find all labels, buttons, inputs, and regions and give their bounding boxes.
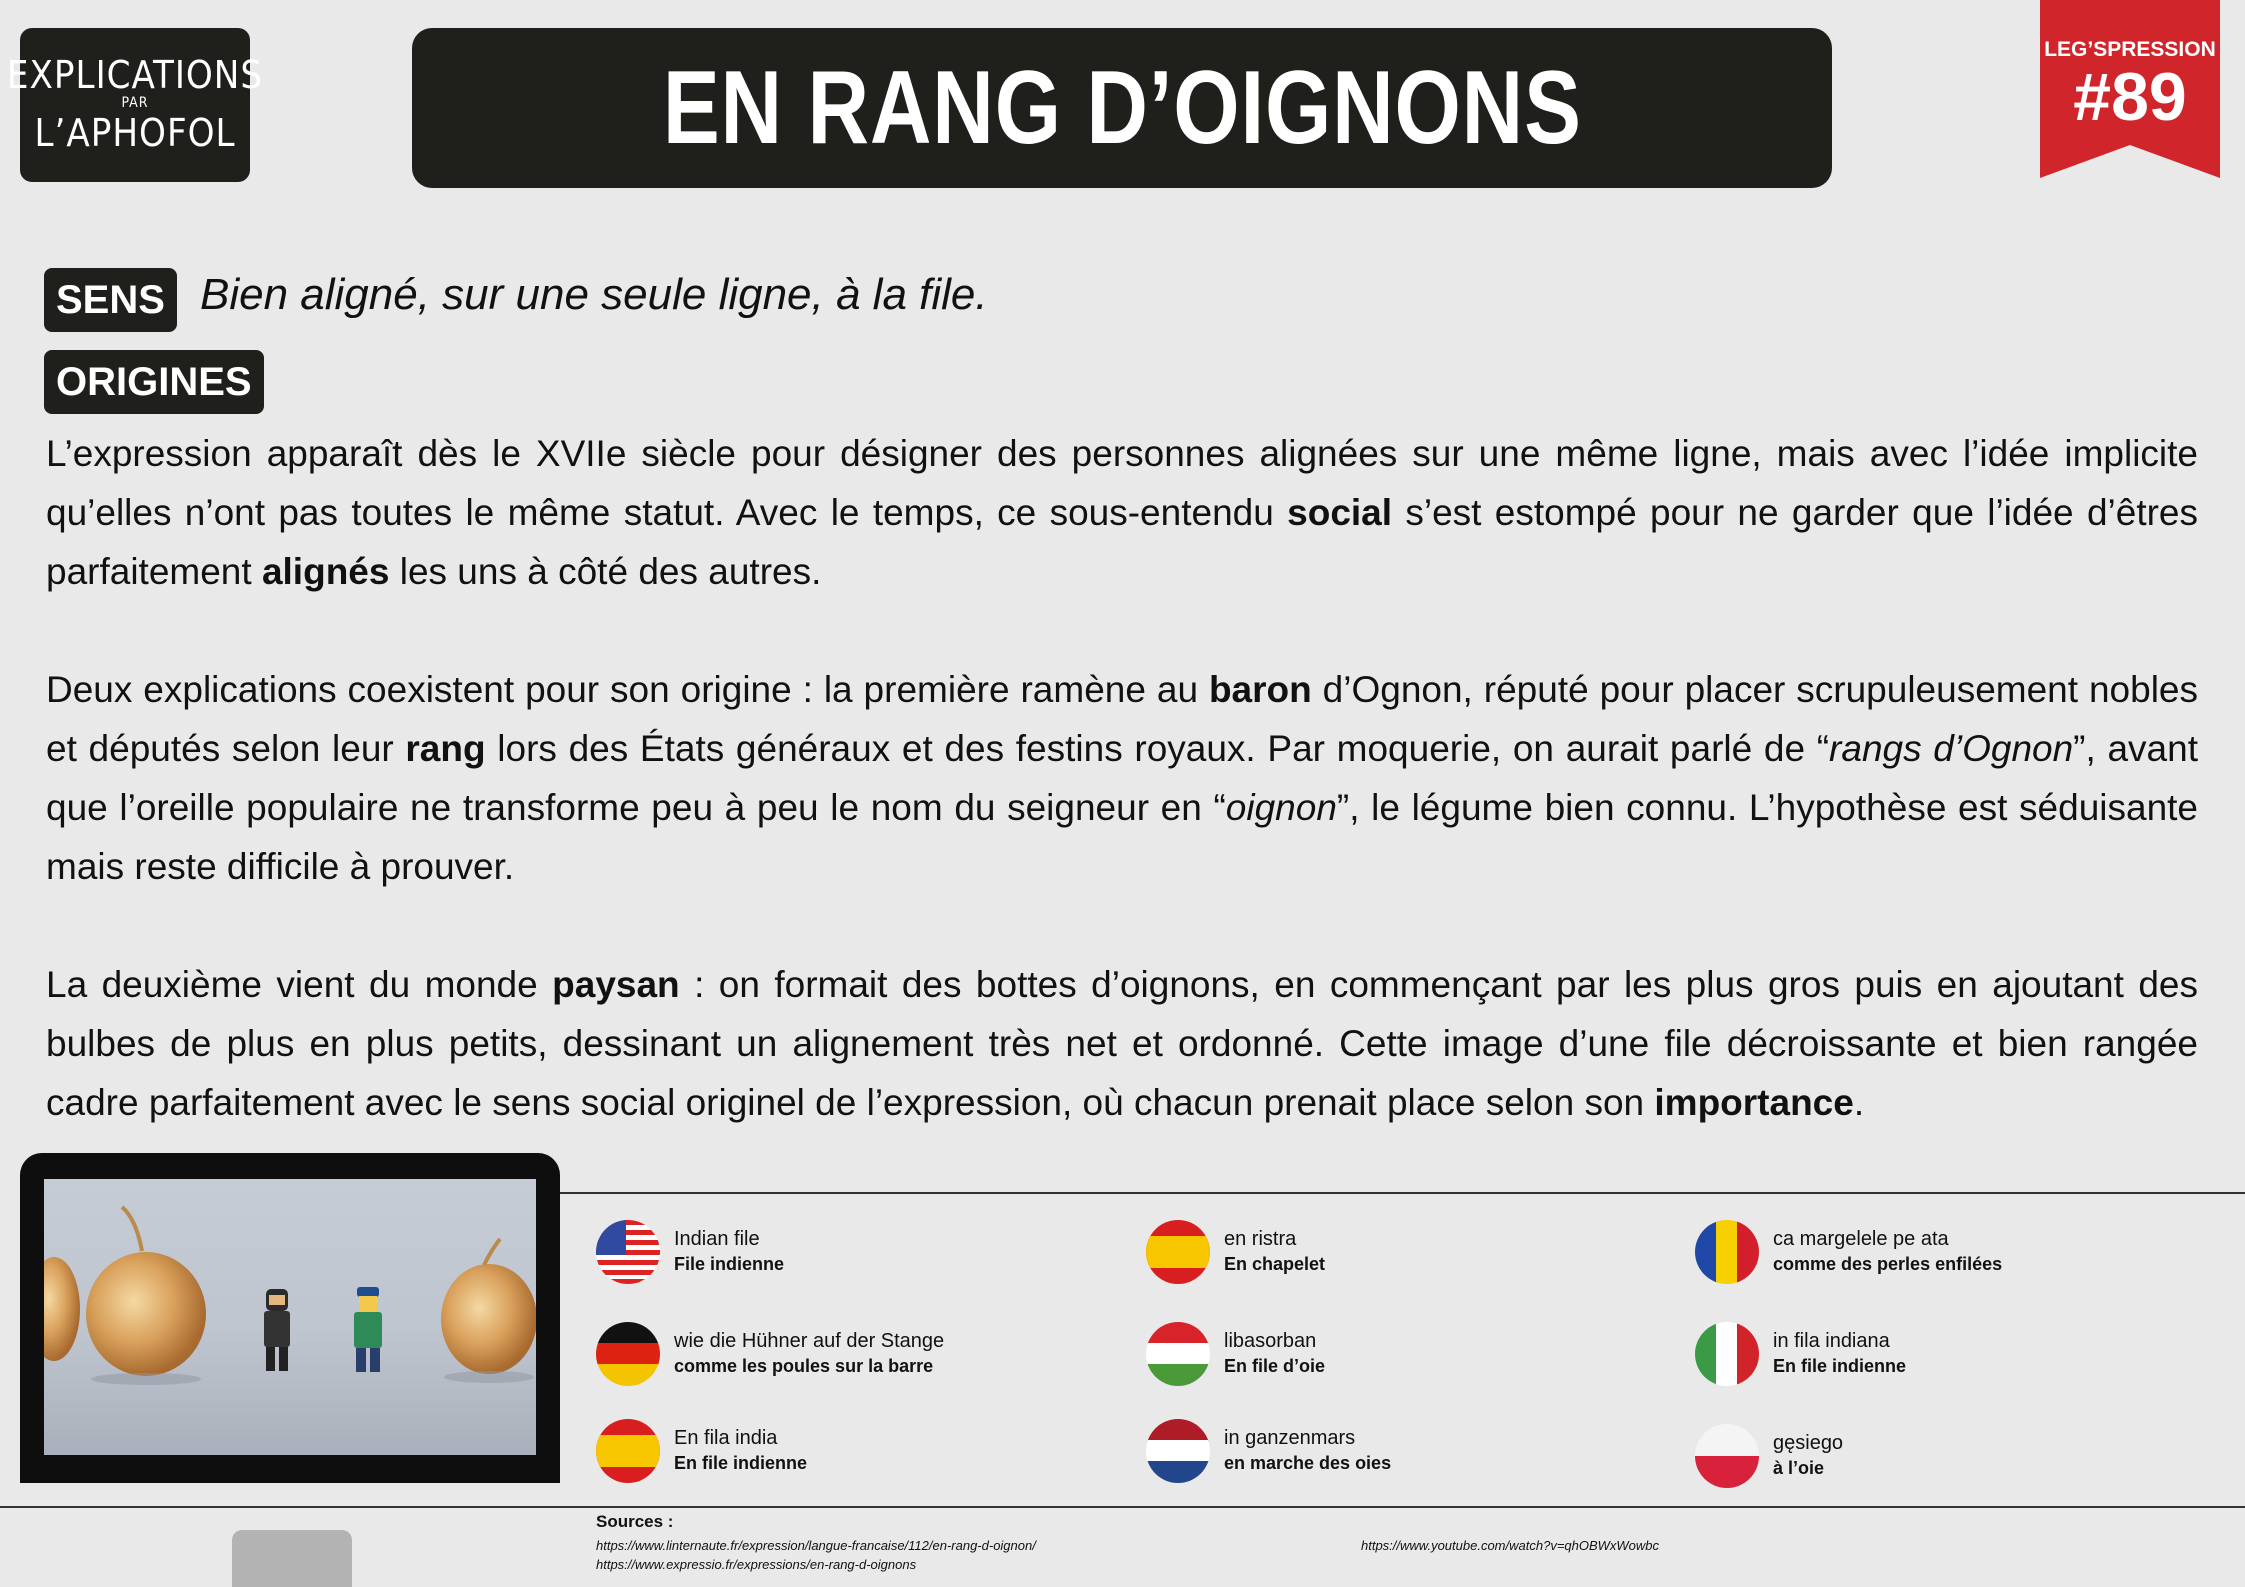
text-run: ”, le légume bien connu. L’hypothèse est séduisante mais reste difficile à prouver. <box>46 787 2198 887</box>
translation-meaning: comme des perles enfilées <box>1773 1254 2003 1274</box>
origines-paragraph-1 <box>46 424 2198 601</box>
translation-item <box>596 1220 1116 1284</box>
origines-paragraph-3 <box>46 955 2198 1132</box>
brand-line-3: L’APHOFOL <box>34 111 236 155</box>
origines-paragraph-2 <box>46 660 2198 896</box>
bold-keyword: importance <box>1654 1082 1854 1123</box>
italic-phrase: rangs d’Ognon <box>1829 728 2074 769</box>
divider-top <box>560 1192 2245 1194</box>
bold-keyword: baron <box>1208 669 1312 710</box>
ribbon-label: LEG’SPRESSION <box>2044 38 2216 61</box>
bold-keyword: paysan <box>552 964 680 1005</box>
sources-label: Sources : <box>596 1512 674 1531</box>
translation-item <box>596 1322 1116 1386</box>
sources-section <box>596 1512 673 1532</box>
translation-expression: Indian file <box>674 1228 760 1250</box>
translation-meaning: En chapelet <box>1224 1254 1326 1274</box>
text-run: : on formait des bottes d’oignons, en commençant par les plus gros puis en ajoutant des bulbes de plus en plus petits, dessinant un alignement très net et ordonné. Cette image d’une file décroissante et bien rangée cadre parfaitement avec le sens social originel de l’expression, où chacun prenait place selon son <box>46 964 2198 1123</box>
text-run: Deux explications coexistent pour son origine : la première ramène au <box>46 669 1209 710</box>
page-title: EN RANG D’OIGNONS <box>662 49 1582 166</box>
bold-keyword: rang <box>405 728 486 769</box>
usa-flag-icon <box>596 1220 660 1284</box>
poland-flag-icon <box>1695 1424 1759 1488</box>
hungary-flag-icon <box>1146 1322 1210 1386</box>
translation-expression: En fila india <box>674 1427 778 1449</box>
source-link[interactable]: https://www.linternaute.fr/expression/langue-francaise/112/en-rang-d-oignon/ <box>596 1538 1036 1553</box>
text-run: d’Ognon, réputé pour placer scrupuleusement nobles et députés selon leur <box>46 669 2198 769</box>
spain-flag-icon <box>596 1419 660 1483</box>
translation-expression: gęsiego <box>1773 1432 1844 1454</box>
text-run: ”, avant que l’oreille populaire ne transforme peu à peu le nom du seigneur en “ <box>46 728 2198 828</box>
brand-line-1: EXPLICATIONS <box>6 53 264 97</box>
spain-flag-icon <box>1146 1220 1210 1284</box>
germany-flag-icon <box>596 1322 660 1386</box>
translation-expression: libasorban <box>1224 1330 1317 1352</box>
translation-item <box>1695 1220 2215 1284</box>
translation-expression: ca margelele pe ata <box>1773 1228 1949 1250</box>
bold-keyword: social <box>1287 492 1393 533</box>
monitor-frame <box>20 1153 560 1483</box>
translation-meaning: En file indienne <box>674 1453 808 1473</box>
translation-expression: wie die Hühner auf der Stange <box>674 1330 945 1352</box>
sens-text: Bien aligné, sur une seule ligne, à la file. <box>200 270 988 319</box>
source-link[interactable]: https://www.expressio.fr/expressions/en-rang-d-oignons <box>596 1557 917 1572</box>
onion-photo <box>44 1179 536 1455</box>
source-link[interactable]: https://www.youtube.com/watch?v=qhOBWxWowbc <box>1361 1538 1660 1553</box>
translation-meaning: File indienne <box>674 1254 785 1274</box>
brand-line-2: PAR <box>121 95 149 111</box>
translation-item <box>1146 1322 1666 1386</box>
translation-meaning: En file d’oie <box>1224 1356 1326 1376</box>
text-run: . <box>1853 1082 1865 1123</box>
romania-flag-icon <box>1695 1220 1759 1284</box>
translation-item <box>1695 1322 2215 1386</box>
netherlands-flag-icon <box>1146 1419 1210 1483</box>
episode-ribbon <box>2040 0 2220 188</box>
brand-logo <box>6 28 264 182</box>
italic-phrase: oignon <box>1225 787 1337 828</box>
ribbon-number: #89 <box>2073 59 2187 135</box>
translation-expression: en ristra <box>1224 1228 1297 1250</box>
sens-label: SENS <box>44 268 177 332</box>
title-banner <box>412 28 1832 188</box>
text-run: lors des États généraux et des festins royaux. Par moquerie, on aurait parlé de “ <box>485 728 1830 769</box>
translation-item <box>1146 1419 1666 1483</box>
translation-meaning: en marche des oies <box>1224 1453 1392 1473</box>
text-run: les uns à côté des autres. <box>389 551 822 592</box>
text-run: L’expression apparaît dès le XVIIe siècle pour désigner des personnes alignées sur une même ligne, mais avec l’idée implicite qu’elles n’ont pas toutes le même statut. Avec le temps, ce sous-entendu <box>46 433 2198 533</box>
translation-meaning: En file indienne <box>1773 1356 1907 1376</box>
translation-item <box>596 1419 1116 1483</box>
bold-keyword: alignés <box>261 551 390 592</box>
translation-expression: in ganzenmars <box>1224 1427 1356 1449</box>
divider-bottom <box>0 1506 2245 1508</box>
translation-meaning: à l’oie <box>1773 1458 1825 1478</box>
translation-item <box>1695 1424 2215 1488</box>
text-run: s’est estompé pour ne garder que l’idée d’êtres parfaitement <box>46 492 2198 592</box>
italy-flag-icon <box>1695 1322 1759 1386</box>
translation-expression: in fila indiana <box>1773 1330 1890 1352</box>
origines-label: ORIGINES <box>44 350 264 414</box>
monitor-stand <box>232 1530 352 1587</box>
translation-meaning: comme les poules sur la barre <box>674 1356 934 1376</box>
text-run: La deuxième vient du monde <box>46 964 553 1005</box>
translation-item <box>1146 1220 1666 1284</box>
